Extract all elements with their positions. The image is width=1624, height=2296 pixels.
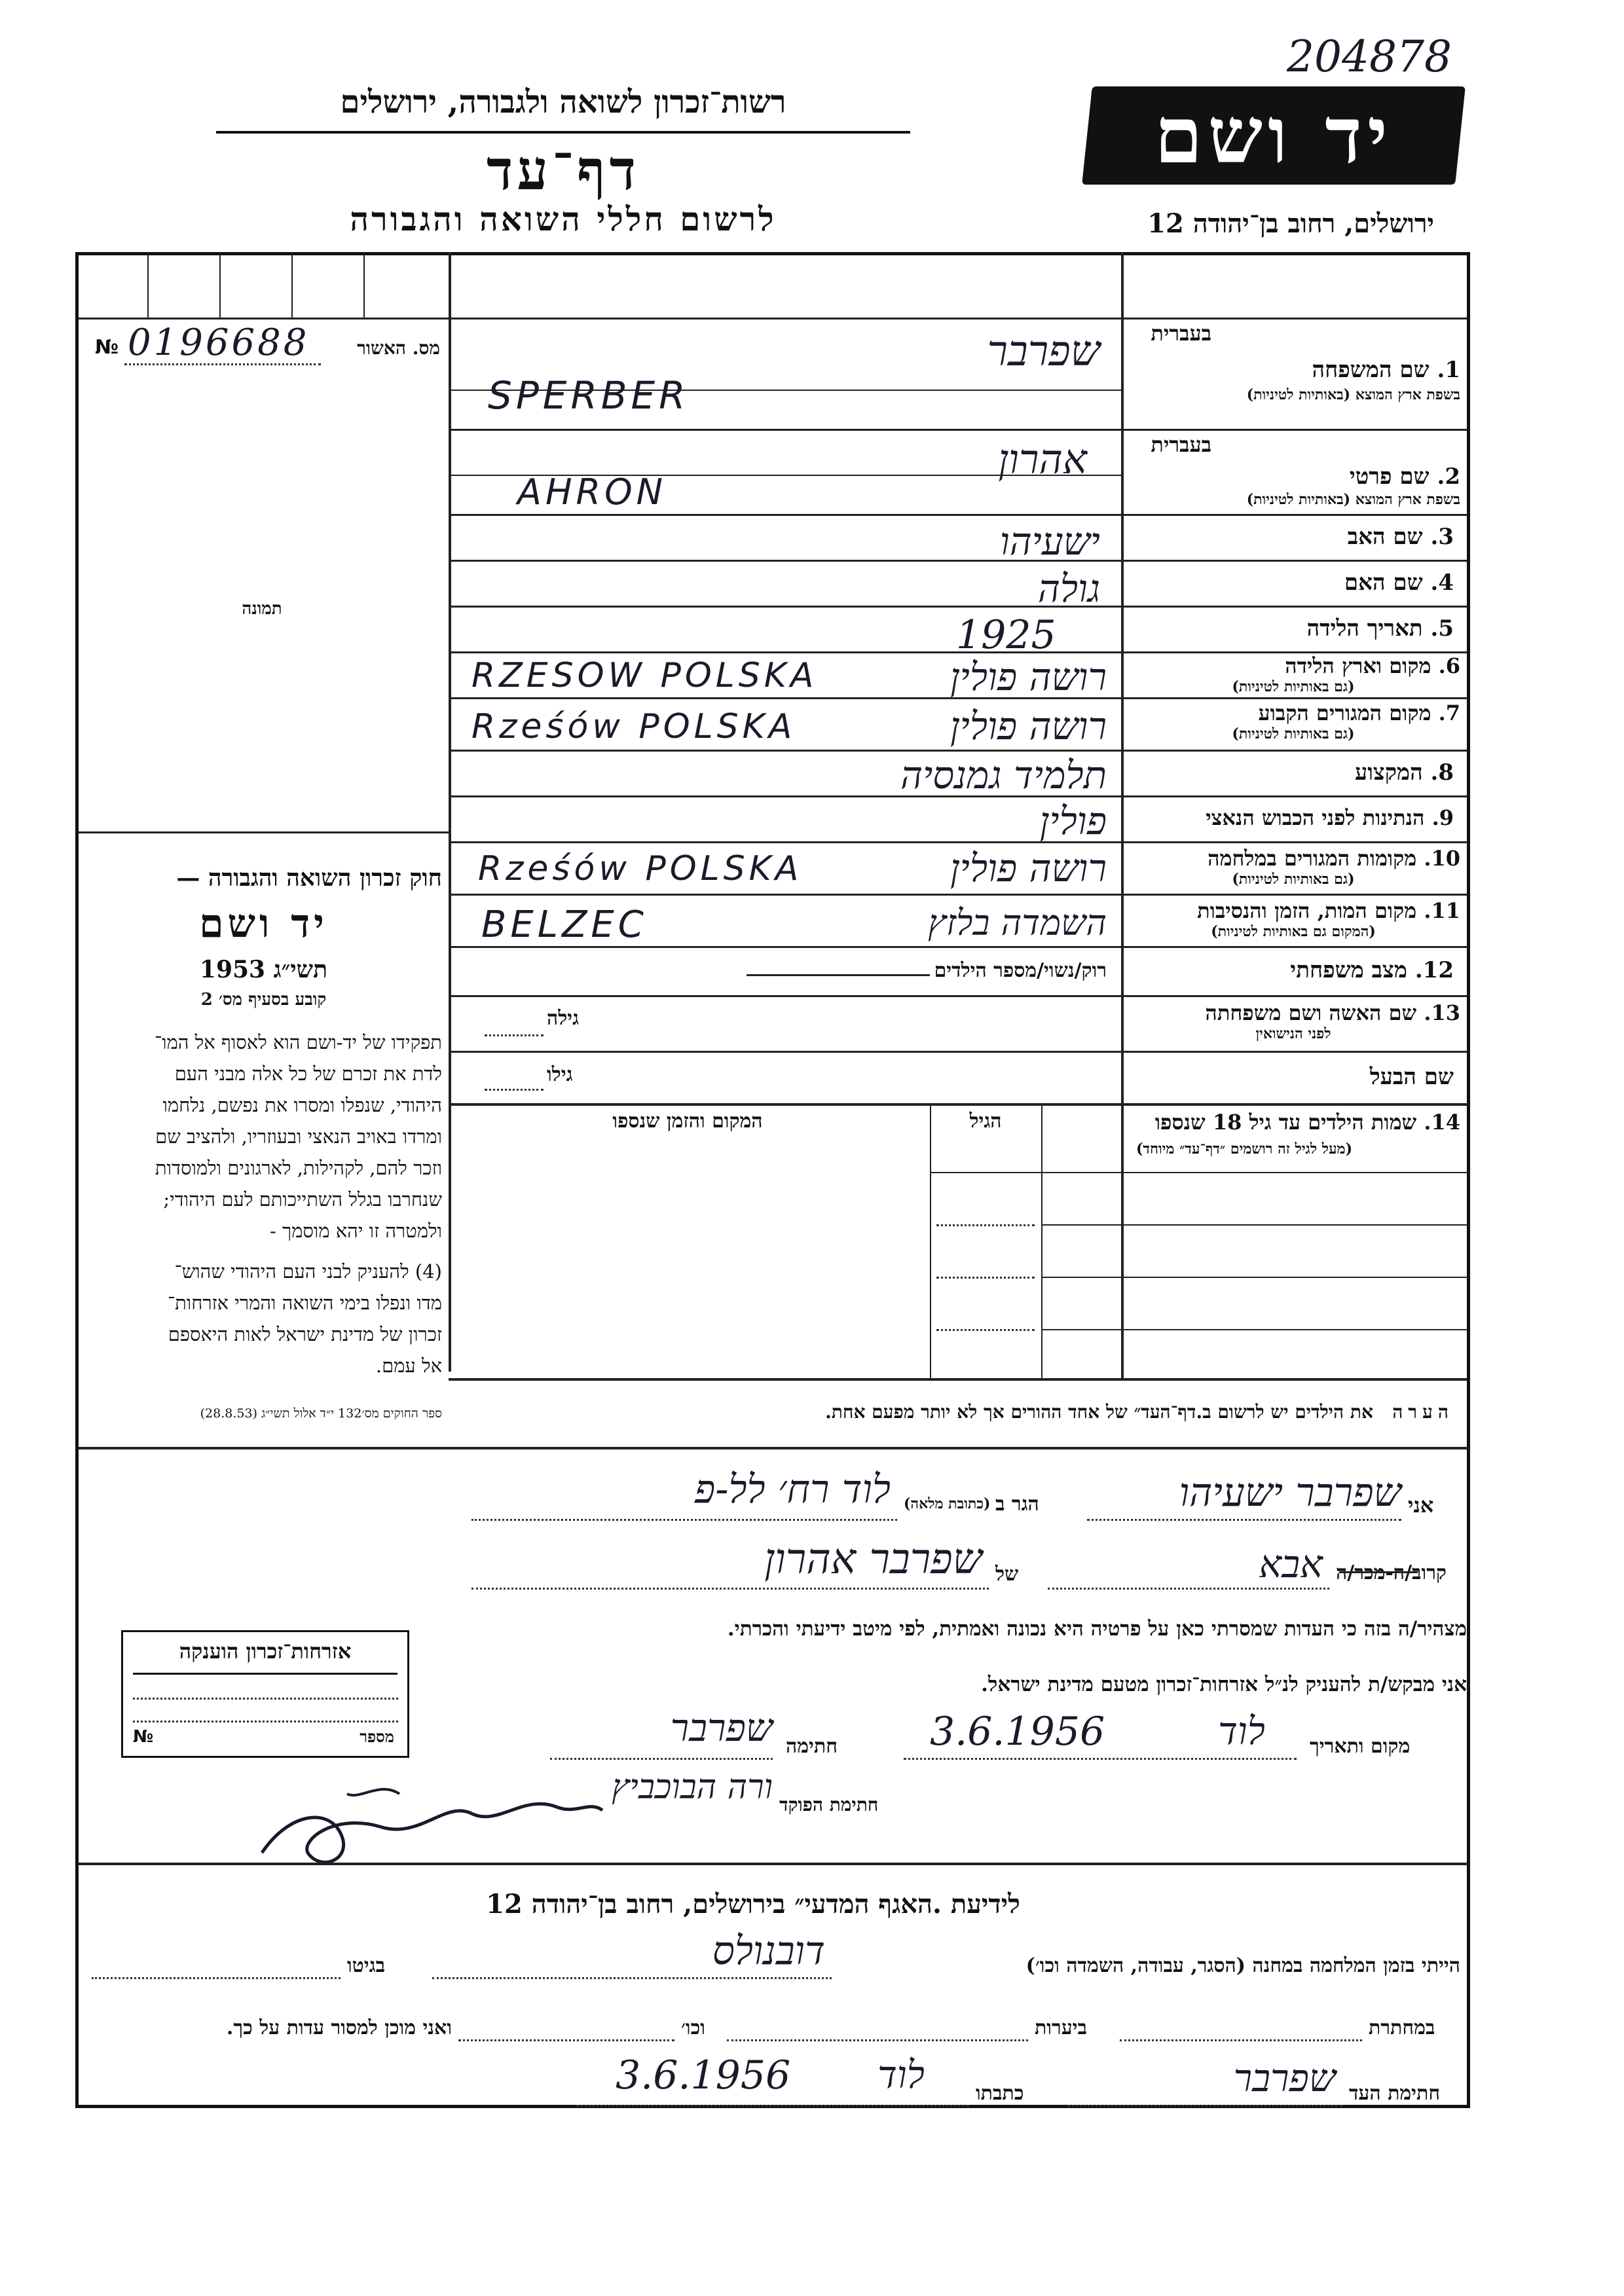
row-line	[449, 750, 1467, 752]
decl-of-value: שפרבר אהרון	[764, 1535, 982, 1584]
children-col-place: המקום והזמן שנספו	[612, 1110, 763, 1133]
law-title: חוק זכרון השואה והגבורה —	[176, 864, 442, 892]
field-3-label	[1126, 524, 1454, 550]
tick	[363, 252, 365, 318]
field-3-num: 3.	[1430, 524, 1454, 550]
yad-vashem-logo	[1082, 86, 1466, 185]
law-line: וזכר להם, לקהילות, לארגונים ולמוסדות	[155, 1157, 442, 1179]
info-ghetto-label: בגיטו	[347, 1954, 386, 1977]
top-band-line	[79, 318, 1467, 319]
note-bottom-line	[79, 1447, 1467, 1449]
field-3-label-text: שם האב	[1347, 524, 1423, 550]
decl-i-dots	[1087, 1519, 1401, 1521]
decl-statement1: מצהיר/ה בזה כי העדות שמסרתי כאן על פרטיה היא נכונה ואמתית, לפי מיטב ידיעתי והכרתי.	[727, 1617, 1467, 1641]
husband-age-label: גילו	[547, 1063, 573, 1086]
decl-place-date-label: מקום ותאריך	[1310, 1735, 1411, 1758]
field-2-num: 2.	[1437, 464, 1460, 490]
field-1-label	[1312, 357, 1460, 383]
citizenship-box	[121, 1630, 409, 1758]
law-para1	[85, 1027, 442, 1247]
law-name: יד ושם	[199, 901, 328, 947]
approval-dots	[124, 363, 321, 365]
field-6-sub: (גם באותיות לטיניות)	[1232, 678, 1355, 695]
info-line1-value: דובנולס	[712, 1928, 825, 1974]
decl-relation-dots	[1048, 1588, 1329, 1590]
field-2	[1126, 432, 1460, 514]
info-date-value: 3.6.1956	[616, 2052, 791, 2098]
decl-signature-label: חתימה	[786, 1735, 838, 1758]
approval-number	[82, 321, 445, 364]
note-label: הערה	[1392, 1401, 1454, 1423]
field-1-num: 1.	[1437, 357, 1460, 383]
citizenship-dots	[133, 1721, 398, 1722]
law-year: תשי״ג 1953	[199, 956, 328, 983]
row-line	[449, 995, 1467, 997]
field-10-sub: (גם באותיות לטיניות)	[1232, 871, 1355, 888]
citizenship-number-label: מספר	[360, 1727, 394, 1746]
law-line: ומרדו באויב הנאצי ובעוזריו, ולהציב שם	[155, 1125, 442, 1148]
child-row-line	[1041, 1277, 1467, 1278]
field-1-hebrew-tag: בעברית	[1151, 321, 1211, 346]
field-5-label	[1126, 615, 1454, 642]
decl-place-value: לוד	[1218, 1709, 1265, 1753]
field-9-label	[1126, 805, 1454, 830]
field-10-label: מקומות המגורים במלחמה	[1208, 846, 1417, 871]
law-line: ולמטרה זו יהא מוסמך -	[269, 1220, 442, 1242]
info-etc-label: וכו׳	[681, 2016, 705, 2039]
label-divider	[1121, 318, 1122, 1103]
relation-strikethrough	[1339, 1571, 1418, 1573]
field-6	[1126, 653, 1460, 695]
authority-line: רשות־זכרון לשואה ולגבורה, ירושלים	[340, 84, 786, 120]
law-line: תפקידו של יד-ושם הוא לאסוף אל המו־	[155, 1031, 442, 1053]
strikethrough	[747, 974, 930, 976]
photo-label: תמונה	[242, 599, 282, 619]
field-2-label	[1350, 464, 1460, 490]
law-line: לדת את זכרם של כל אלה מבני העם	[174, 1063, 442, 1085]
wife-age-dots	[485, 1034, 544, 1036]
decl-of-dots	[471, 1588, 989, 1590]
decl-date-value: 3.6.1956	[930, 1709, 1105, 1755]
no-sign: №	[95, 336, 119, 359]
decl-address-value: לוד רח׳ לל-פ	[694, 1467, 891, 1512]
decl-signature-value: שפרבר	[670, 1705, 773, 1750]
info-address-dots	[576, 2105, 969, 2107]
tick	[291, 252, 293, 318]
field-12-value: רוק/נשוי/מספר הילדים	[934, 959, 1107, 982]
decl-i-label: אני	[1408, 1493, 1434, 1518]
field-4-value: גולה	[1037, 566, 1100, 611]
info-address-label: כתבתו	[976, 2082, 1024, 2105]
tick	[219, 252, 221, 318]
field-10-num: 10.	[1424, 846, 1460, 871]
photo-bottom-line	[79, 831, 449, 833]
citizenship-dots	[133, 1698, 398, 1700]
field-2-label-text: שם פרטי	[1349, 464, 1430, 490]
field-4-label	[1126, 570, 1454, 596]
field-5-num: 5.	[1430, 615, 1454, 642]
archive-number: 204878	[1287, 31, 1452, 82]
field-1-label-text: שם המשפחה	[1312, 357, 1430, 383]
husband-age-dots	[485, 1089, 544, 1091]
field-11-value-latin: BELZEC	[481, 903, 648, 946]
field-7	[1126, 701, 1460, 742]
field-10-value-he: רושה פולין	[950, 846, 1107, 890]
decl-relation-value: אבא	[1259, 1542, 1323, 1586]
field-7-label: מקום המגורים הקבוע	[1258, 701, 1431, 725]
field-12-label-text: מצב משפחתי	[1290, 957, 1407, 983]
field-7-sub: (גם באותיות לטיניות)	[1232, 725, 1355, 742]
tick	[147, 252, 149, 318]
children-top-line	[449, 1103, 1467, 1106]
header-rule	[216, 131, 910, 134]
law-line: מדו ונפלו בימי השואה והמרי אזרחות־	[167, 1292, 442, 1314]
field-8-num: 8.	[1430, 759, 1454, 786]
row-line	[449, 429, 1467, 431]
law-para2	[85, 1256, 442, 1381]
field-11-label: מקום המות, הזמן והנסיבות	[1197, 898, 1417, 923]
approval-label: מס. האשור	[357, 337, 440, 359]
citizenship-title: אזרחות־זכרון הוענקה	[179, 1639, 352, 1664]
decl-date-dots	[904, 1758, 1297, 1760]
child-row-line	[1041, 1224, 1467, 1226]
field-8-label	[1126, 759, 1454, 786]
note	[458, 1401, 1454, 1423]
field-6-label: מקום וארץ הלידה	[1285, 653, 1431, 678]
field-12-num: 12.	[1414, 957, 1454, 983]
children-sub: (מעל לגיל זה רושמים ״דף־עד״ מיוחד)	[1135, 1140, 1353, 1157]
field-6-value-latin: RZESOW POLSKA	[471, 656, 818, 695]
field-8-value: תלמיד גמנסיה	[900, 753, 1107, 797]
info-witness-sig-dots	[1067, 2105, 1342, 2107]
field-6-value-he: רושה פולין	[950, 655, 1107, 699]
info-top-line	[79, 1863, 1467, 1865]
children-num: 14.	[1424, 1110, 1460, 1135]
field-6-num: 6.	[1438, 653, 1460, 678]
approval-value: 0196688	[128, 321, 310, 364]
field-7-value-latin: Rześów POLSKA	[471, 707, 796, 746]
info-etc-dots	[458, 2039, 674, 2041]
wife-age-label: גילה	[547, 1007, 580, 1030]
info-ready-label: ואני מוכן למסור עדות על כך.	[226, 2016, 452, 2039]
field-8-label-text: המקצוע	[1354, 759, 1423, 786]
field-13-label: שם האשה ושם משפחתה	[1205, 1000, 1417, 1025]
decl-statement2: אני מבקש/ת להעניק לנ״ל אזרחות־זכרון מטעם מדינת ישראל.	[981, 1673, 1467, 1696]
husband-label: שם הבעל	[1369, 1064, 1454, 1090]
child-row-dots	[936, 1329, 1035, 1331]
field-12-label	[1126, 957, 1454, 983]
field-1-value-latin: SPERBER	[488, 373, 690, 418]
decl-resident-label: הגר ב	[995, 1493, 1039, 1516]
address: ירושלים, רחוב בן־יהודה 12	[1147, 208, 1434, 239]
info-ghetto-dots	[92, 1977, 341, 1979]
note-text: את הילדים יש לרשום ב.דף־העד״ של אחד ההורים אך לא יותר מפעם אחת.	[825, 1401, 1373, 1423]
logo-text: יד ושם	[1154, 90, 1393, 181]
info-witness-sig-value: שפרבר	[1233, 2056, 1336, 2100]
law-line: (4) להעניק לבני העם היהודי שהוש־	[174, 1260, 442, 1283]
decl-address-dots	[471, 1519, 897, 1521]
field-4-num: 4.	[1430, 570, 1454, 596]
field-2-value-he: אהרון	[998, 435, 1087, 483]
law-line: היהודי, שנפלו ומסרו את נפשם, נלחמו	[162, 1094, 442, 1116]
info-forests-dots	[727, 2039, 1028, 2041]
field-2-sub: בשפת ארץ המוצא (באותיות לטיניות)	[1246, 491, 1460, 508]
field-2-hebrew-tag: בעברית	[1151, 432, 1211, 457]
decl-officer-value: ורה הבוכביץ	[612, 1768, 773, 1807]
info-line1-label: הייתי בזמן המלחמה במחנה (הסגר, עבודה, השמדה וכו׳)	[1025, 1954, 1460, 1977]
field-13-sub: לפני הנישואין	[1255, 1025, 1331, 1042]
info-underground-dots	[1120, 2039, 1362, 2041]
law-block	[85, 864, 442, 1421]
officer-signature-scribble	[249, 1755, 616, 1886]
field-2-value-latin: AHRON	[517, 471, 667, 513]
decl-i-value: שפרבר ישעיהו	[1179, 1470, 1401, 1516]
field-1-sub: בשפת ארץ המוצא (באותיות לטיניות)	[1246, 386, 1460, 403]
child-row-line	[1041, 1329, 1467, 1330]
info-title: לידיעת .האגף המדעי״ בירושלים, רחוב בן־יהודה 12	[486, 1889, 1020, 1920]
field-10-value-latin: Rześów POLSKA	[478, 849, 803, 888]
citizenship-title-rule	[133, 1673, 397, 1675]
law-reference: ספר החוקים מס׳132 י״ד אלול תשי״ג (28.8.53)	[200, 1406, 442, 1421]
law-line: שנחרבו בגלל השתייכותם לעם היהודי;	[163, 1188, 442, 1211]
child-row-dots	[936, 1277, 1035, 1279]
field-11-value-he: השמדה בלזץ	[927, 902, 1107, 943]
field-9-value: פולין	[1039, 799, 1107, 843]
children-col-divider	[930, 1103, 931, 1378]
decl-address-hint: (כתובת מלאה)	[904, 1495, 991, 1512]
left-column-divider	[449, 252, 451, 1372]
field-11-num: 11.	[1424, 898, 1460, 923]
field-13	[1126, 1000, 1460, 1042]
decl-of-label: של	[995, 1563, 1019, 1586]
form-title: דף־עד	[486, 137, 640, 202]
citizenship-no-sign: №	[133, 1727, 154, 1747]
field-11-sub: (המקום גם באותיות לטיניות)	[1211, 923, 1376, 940]
field-5-label-text: תאריך הלידה	[1306, 615, 1423, 642]
law-clause: קובע בסעיף מס׳ 2	[200, 990, 327, 1010]
row-line	[449, 946, 1467, 948]
info-witness-sig-label: חתימת העד	[1349, 2082, 1441, 2105]
info-underground-label: במחתרת	[1369, 2016, 1435, 2039]
children-col-age: הגיל	[969, 1110, 1002, 1133]
field-3-value: ישעיהו	[999, 519, 1100, 564]
field-1	[1126, 321, 1460, 429]
field-5-value: 1925	[956, 612, 1056, 658]
children-header-line	[930, 1172, 1467, 1173]
field-13-num: 13.	[1424, 1000, 1460, 1025]
row-line	[449, 514, 1467, 516]
field-11	[1126, 898, 1460, 940]
field-10	[1126, 846, 1460, 888]
row-line	[449, 1051, 1467, 1053]
info-forests-label: ביערות	[1035, 2016, 1088, 2039]
children-label	[1048, 1110, 1460, 1135]
decl-relation-label: קרוב/ה-מכר/ה	[1336, 1561, 1447, 1584]
field-7-num: 7.	[1438, 701, 1460, 725]
field-4-label-text: שם האם	[1344, 570, 1423, 596]
children-label-text: שמות הילדים עד גיל 18 שנספו	[1154, 1110, 1417, 1135]
field-9-label-text: הנתינות לפני הכבוש הנאצי	[1206, 805, 1425, 830]
info-address-value: לוד	[877, 2052, 925, 2097]
field-1-value-he: שפרבר	[987, 327, 1100, 376]
law-line: אל עמם.	[375, 1355, 442, 1377]
decl-officer-label: חתימת הפוקד	[779, 1794, 879, 1815]
child-row-dots	[936, 1224, 1035, 1226]
info-line1-dots	[432, 1977, 832, 1979]
row-line	[449, 894, 1467, 896]
field-7-value-he: רושה פולין	[950, 704, 1107, 748]
children-col-divider	[1041, 1103, 1043, 1378]
field-9-num: 9.	[1431, 805, 1454, 830]
form-subtitle: לרשום חללי השואה והגבורה	[350, 200, 777, 238]
note-top-line	[449, 1378, 1467, 1381]
law-line: זכרון של מדינת ישראל לאות היאספם	[168, 1323, 442, 1345]
